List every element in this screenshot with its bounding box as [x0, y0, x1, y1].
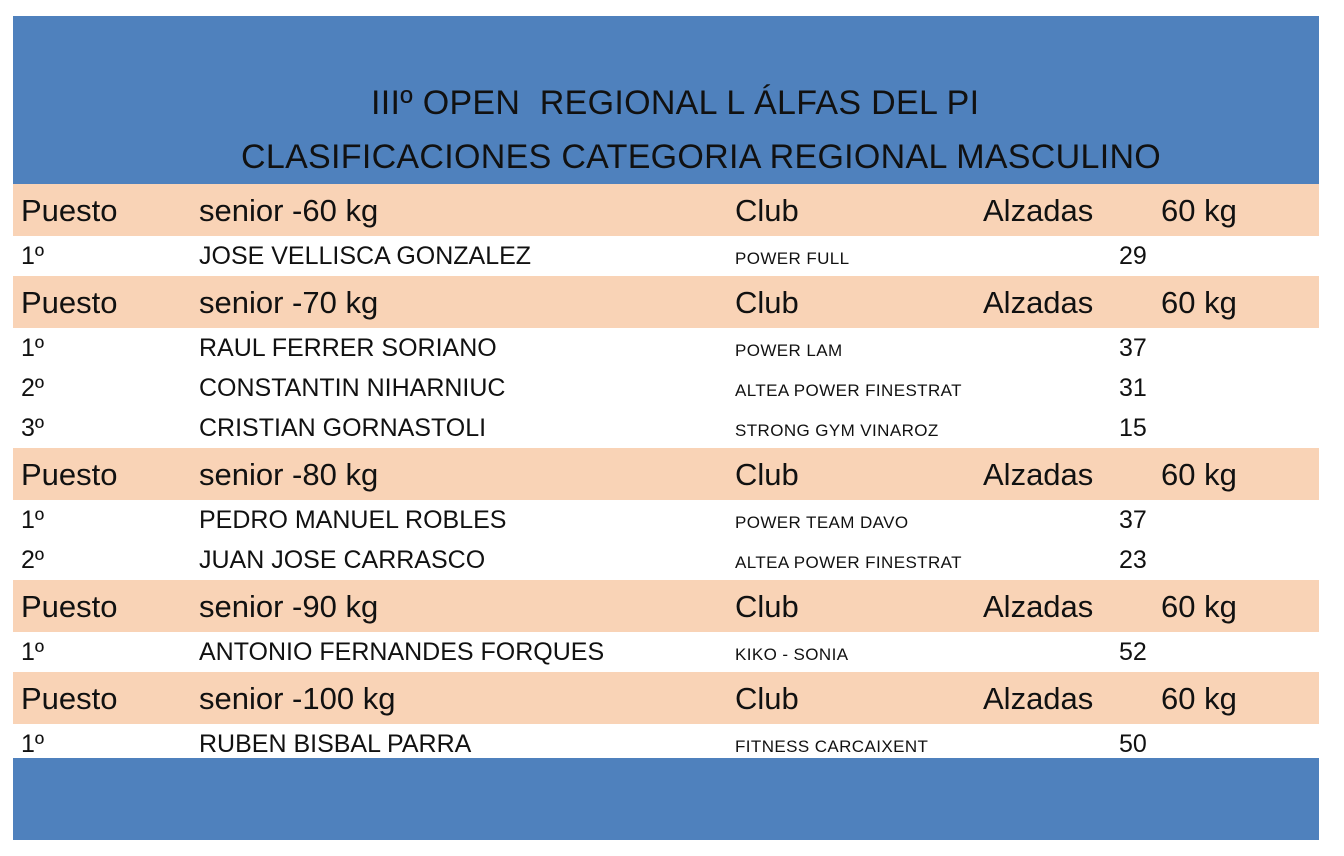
club-header: Club: [735, 285, 799, 320]
club-header: Club: [735, 589, 799, 624]
athlete-name: CONSTANTIN NIHARNIUC: [199, 374, 506, 402]
category-name: senior -80 kg: [199, 457, 379, 492]
athlete-club: ALTEA POWER FINESTRAT: [735, 553, 962, 572]
alzadas-header: Alzadas: [983, 457, 1094, 492]
category-header-row: [13, 580, 1319, 632]
alzadas-header: Alzadas: [983, 285, 1094, 320]
athlete-name: PEDRO MANUEL ROBLES: [199, 506, 507, 534]
athlete-row: [13, 236, 1319, 276]
athlete-name: CRISTIAN GORNASTOLI: [199, 414, 487, 442]
kg-header: 60 kg: [1161, 589, 1237, 624]
puesto-header: Puesto: [21, 285, 118, 320]
athlete-score: 31: [1119, 374, 1147, 402]
athlete-club: POWER TEAM DAVO: [735, 513, 909, 532]
athlete-score: 15: [1119, 414, 1147, 442]
athlete-name: RAUL FERRER SORIANO: [199, 334, 497, 362]
athlete-place: 1º: [21, 638, 45, 666]
athlete-row: [13, 328, 1319, 368]
alzadas-header: Alzadas: [983, 193, 1094, 228]
athlete-score: 37: [1119, 334, 1147, 362]
athlete-club: POWER FULL: [735, 249, 850, 268]
athlete-place: 1º: [21, 242, 45, 270]
athlete-club: POWER LAM: [735, 341, 843, 360]
athlete-place: 1º: [21, 334, 45, 362]
athlete-name: RUBEN BISBAL PARRA: [199, 730, 472, 758]
alzadas-header: Alzadas: [983, 589, 1094, 624]
athlete-club: STRONG GYM VINAROZ: [735, 421, 939, 440]
club-header: Club: [735, 193, 799, 228]
athlete-score: 50: [1119, 730, 1147, 758]
category-header-row: [13, 448, 1319, 500]
puesto-header: Puesto: [21, 193, 118, 228]
athlete-score: 23: [1119, 546, 1147, 574]
alzadas-header: Alzadas: [983, 681, 1094, 716]
athlete-score: 37: [1119, 506, 1147, 534]
club-header: Club: [735, 681, 799, 716]
puesto-header: Puesto: [21, 457, 118, 492]
athlete-club: ALTEA POWER FINESTRAT: [735, 381, 962, 400]
athlete-place: 3º: [21, 414, 45, 442]
category-header-row: [13, 276, 1319, 328]
category-name: senior -100 kg: [199, 681, 396, 716]
kg-header: 60 kg: [1161, 681, 1237, 716]
athlete-row: [13, 632, 1319, 672]
kg-header: 60 kg: [1161, 285, 1237, 320]
athlete-place: 2º: [21, 374, 45, 402]
athlete-row: [13, 408, 1319, 448]
athlete-row: [13, 540, 1319, 580]
category-header-row: [13, 672, 1319, 724]
category-name: senior -60 kg: [199, 193, 379, 228]
athlete-name: ANTONIO FERNANDES FORQUES: [199, 638, 605, 666]
title-line-1: IIIº OPEN REGIONAL L ÁLFAS DEL PI: [371, 84, 980, 122]
athlete-place: 1º: [21, 506, 45, 534]
header-banner: [13, 16, 1319, 184]
athlete-name: JOSE VELLISCA GONZALEZ: [199, 242, 532, 270]
athlete-row: [13, 368, 1319, 408]
footer-banner: [13, 758, 1319, 840]
athlete-place: 1º: [21, 730, 45, 758]
category-header-row: [13, 184, 1319, 236]
puesto-header: Puesto: [21, 681, 118, 716]
athlete-club: FITNESS CARCAIXENT: [735, 737, 929, 756]
athlete-place: 2º: [21, 546, 45, 574]
title-line-2: CLASIFICACIONES CATEGORIA REGIONAL MASCULINO: [241, 138, 1162, 176]
kg-header: 60 kg: [1161, 457, 1237, 492]
category-name: senior -70 kg: [199, 285, 379, 320]
athlete-score: 52: [1119, 638, 1147, 666]
results-sheet: [13, 16, 1319, 840]
category-name: senior -90 kg: [199, 589, 379, 624]
club-header: Club: [735, 457, 799, 492]
athlete-name: JUAN JOSE CARRASCO: [199, 546, 486, 574]
results-table: [13, 184, 1319, 764]
puesto-header: Puesto: [21, 589, 118, 624]
kg-header: 60 kg: [1161, 193, 1237, 228]
athlete-club: KIKO - SONIA: [735, 645, 849, 664]
athlete-row: [13, 500, 1319, 540]
athlete-score: 29: [1119, 242, 1147, 270]
